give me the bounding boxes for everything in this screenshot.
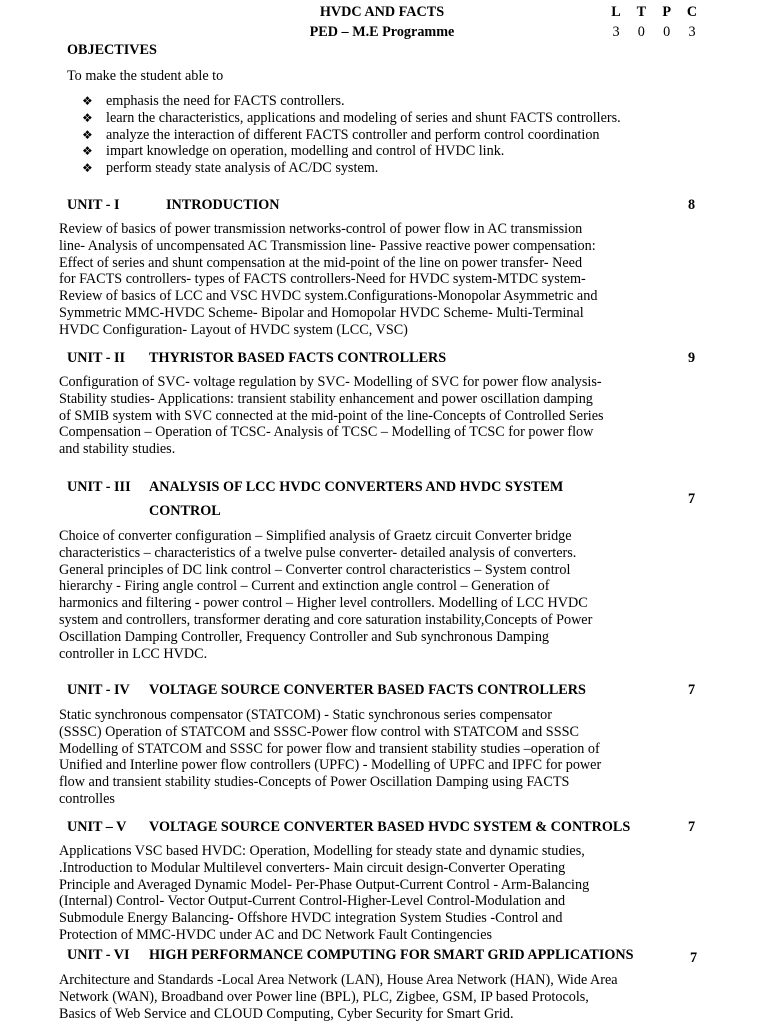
unit-1-content: Review of basics of power transmission networks-control of power flow in AC transmission line- Analysis of uncompensated AC Transmission line- Passive reactive power compensation: Effect of series and shunt compensation at the mid-point of the line on power transfer- Need for FACTS controllers- types of FACTS controllers-Need for HVDC system-MTDC system- Review of basics of LCC and VSC HVDC system.Configurations-Monopolar Asymmetric and Symmetric MMC-HVDC Scheme- Bipolar and Homopolar HVDC Scheme- Multi-Terminal HVDC Configuration- Layout of HVDC system (LCC, VSC) — [59, 221, 598, 338]
diamond-bullet-icon: ❖ — [82, 127, 93, 142]
unit-2-content: Configuration of SVC- voltage regulation by SVC- Modelling of SVC for power flow analysis- Stability studies- Applications: transient stability enhancement and power oscillation damping of SMIB system with SVC connected at the mid-point of the line-Concepts of Controlled Series Compensation – Operation of TCSC- Analysis of TCSC – Modelling of TCSC for power flow and stability studies. — [59, 374, 604, 458]
unit-hours: 7 — [688, 682, 696, 698]
objective-item: ❖ impart knowledge on operation, modelling and control of HVDC link. — [82, 143, 505, 160]
ltpc-value-c: 3 — [688, 24, 696, 40]
unit-1-heading — [67, 197, 280, 214]
ltpc-value-l: 3 — [612, 24, 620, 40]
unit-5-content: Applications VSC based HVDC: Operation, Modelling for steady state and dynamic studies, .Introduction to Modular Multilevel converters- Main circuit design-Converter Operating Principle and Averaged Dynamic Model- Per-Phase Output-Current Control - Arm-Balancing (Internal) Control- Vector Output-Current Control-Higher-Level Control-Modulation and Submodule Energy Balancing- Offshore HVDC integration System Studies -Control and Protection of MMC-HVDC under AC and DC Network Fault Contingencies — [59, 843, 590, 943]
unit-code: UNIT - VI — [67, 947, 130, 963]
unit-4-content: Static synchronous compensator (STATCOM) - Static synchronous series compensator (SSSC) Operation of STATCOM and SSSC-Power flow control with STATCOM and SSSC Modelling of STATCOM and SSSC for power flow and transient stability studies –operation of Unified and Interline power flow controllers (UPFC) - Modelling of UPFC and IPFC for power flow and transient stability studies-Concepts of Power Oscillation Damping using FACTS controlles — [59, 707, 602, 807]
unit-title: HIGH PERFORMANCE COMPUTING FOR SMART GRID APPLICATIONS — [149, 947, 634, 963]
diamond-bullet-icon: ❖ — [82, 144, 93, 159]
unit-hours: 7 — [690, 950, 698, 966]
ltpc-label-l: L — [611, 4, 621, 20]
diamond-bullet-icon: ❖ — [82, 110, 93, 125]
objectives-intro: To make the student able to — [67, 68, 224, 84]
unit-code: UNIT – V — [67, 819, 127, 835]
diamond-bullet-icon: ❖ — [82, 94, 93, 108]
objectives-heading: OBJECTIVES — [67, 42, 157, 58]
unit-title: VOLTAGE SOURCE CONVERTER BASED HVDC SYSTEM & CONTROLS — [149, 819, 631, 835]
unit-code: UNIT - III — [67, 479, 131, 495]
unit-5-heading — [67, 819, 630, 836]
unit-code: UNIT - IV — [67, 682, 130, 698]
unit-hours: 7 — [688, 819, 696, 835]
unit-title: VOLTAGE SOURCE CONVERTER BASED FACTS CONTROLLERS — [149, 682, 586, 698]
programme-name: PED – M.E Programme — [309, 24, 455, 40]
ltpc-value-t: 0 — [637, 24, 645, 40]
unit-code: UNIT - I — [67, 197, 120, 213]
ltpc-label-t: T — [636, 4, 647, 20]
unit-6-heading — [67, 947, 634, 964]
unit-6-content: Architecture and Standards -Local Area Network (LAN), House Area Network (HAN), Wide Area Network (WAN), Broadband over Power line (BPL), PLC, Zigbee, GSM, IP based Protocols, Basics of Web Service and CLOUD Computing, Cyber Security for Smart Grid. — [59, 972, 618, 1022]
objective-item: ❖ perform steady state analysis of AC/DC system. — [82, 160, 379, 177]
unit-title: INTRODUCTION — [166, 197, 280, 213]
objectives-list — [82, 93, 621, 177]
course-title: HVDC AND FACTS — [319, 4, 445, 20]
unit-3-heading — [67, 479, 563, 496]
unit-4-heading — [67, 682, 586, 699]
unit-hours: 7 — [688, 491, 696, 507]
ltpc-label-p: P — [662, 4, 671, 20]
objective-item: ❖ learn the characteristics, applications and modeling of series and shunt FACTS controllers. — [82, 109, 621, 126]
unit-2-heading — [67, 350, 446, 367]
objective-item: ❖ emphasis the need for FACTS controllers. — [82, 93, 345, 109]
ltpc-labels — [609, 4, 699, 21]
unit-hours: 8 — [688, 197, 696, 213]
unit-hours: 9 — [688, 350, 696, 366]
ltpc-values — [609, 24, 699, 41]
ltpc-label-c: C — [686, 4, 698, 20]
diamond-bullet-icon: ❖ — [82, 161, 93, 176]
unit-3-content: Choice of converter configuration – Simplified analysis of Graetz circuit Converter bridge characteristics – characteristics of a twelve pulse converter- detailed analysis of converters. General principles of DC link control – Converter control characteristics – System control hierarchy - Firing angle control – Current and extinction angle control – Generation of harmonics and filtering - power control – Higher level controllers. Modelling of LCC HVDC system and controllers, transformer derating and core saturation instability,Concepts of Power Oscillation Damping Controller, Frequency Controller and Sub synchronous Damping controller in LCC HVDC. — [59, 528, 593, 662]
unit-3-heading-continued: CONTROL — [149, 503, 221, 519]
unit-code: UNIT - II — [67, 350, 126, 366]
unit-title: ANALYSIS OF LCC HVDC CONVERTERS AND HVDC SYSTEM — [149, 479, 564, 495]
unit-title: THYRISTOR BASED FACTS CONTROLLERS — [149, 350, 447, 366]
ltpc-value-p: 0 — [663, 24, 671, 40]
objective-item: ❖ analyze the interaction of different FACTS controller and perform control coordination — [82, 126, 600, 143]
